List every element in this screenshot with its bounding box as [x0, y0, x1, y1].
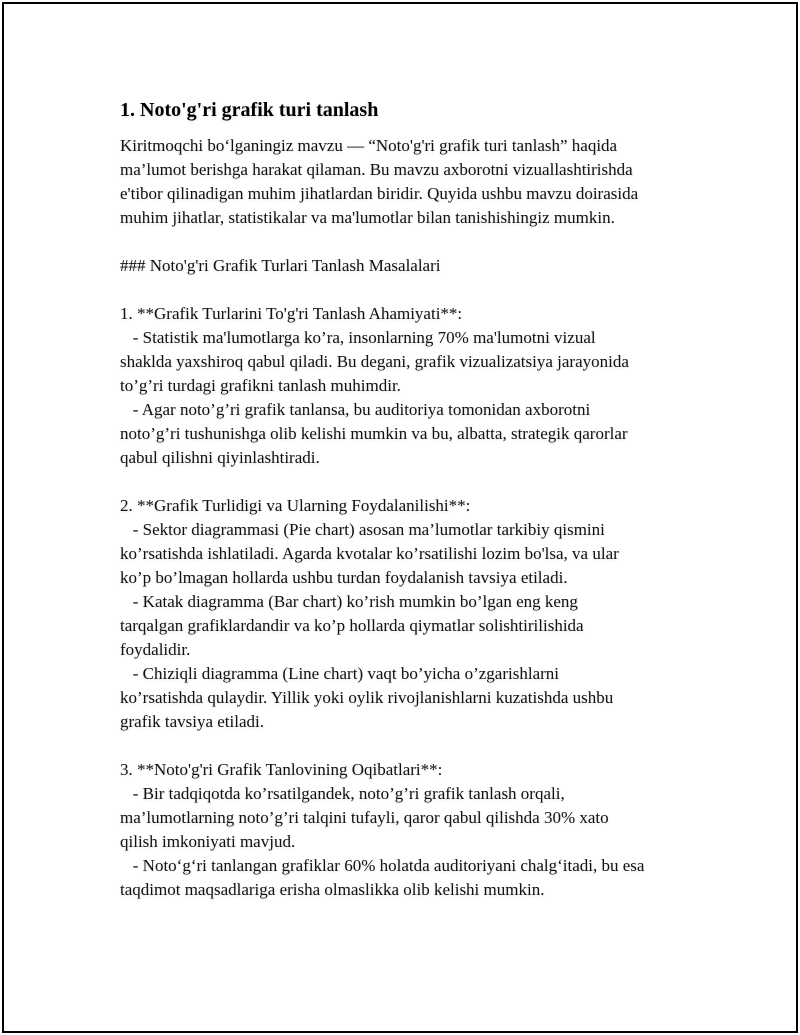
list-item-line: - Noto‘g‘ri tanlangan grafiklar 60% holatda auditoriyani chalg‘itadi, bu esa	[120, 856, 645, 875]
list-item-line: taqdimot maqsadlariga erisha olmaslikka olib kelishi mumkin.	[120, 880, 545, 899]
intro-paragraph	[120, 134, 700, 230]
list-item-line: qabul qilishni qiyinlashtiradi.	[120, 448, 320, 467]
list-item-line: ko’rsatishda ishlatiladi. Agarda kvotalar ko’rsatilishi lozim bo'lsa, va ular	[120, 544, 619, 563]
list-item-line: foydalidir.	[120, 640, 191, 659]
section-heading	[120, 254, 700, 278]
list-item-line: ko’p bo’lmagan hollarda ushbu turdan foydalanish tavsiya etiladi.	[120, 568, 568, 587]
list-item-line: shaklda yaxshiroq qabul qiladi. Bu degani, grafik vizualizatsiya jarayonida	[120, 352, 629, 371]
list-item-line: - Statistik ma'lumotlarga ko’ra, insonlarning 70% ma'lumotni vizual	[120, 328, 596, 347]
list-item-line: - Bir tadqiqotda ko’rsatilgandek, noto’g’ri grafik tanlash orqali,	[120, 784, 565, 803]
list-item-line: qilish imkoniyati mavjud.	[120, 832, 296, 851]
list-item-3	[120, 758, 700, 902]
list-item-line: - Sektor diagrammasi (Pie chart) asosan ma’lumotlar tarkibiy qismini	[120, 520, 605, 539]
list-item-2	[120, 494, 700, 734]
list-item-line: - Katak diagramma (Bar chart) ko’rish mumkin bo’lgan eng keng	[120, 592, 578, 611]
document-content	[120, 96, 700, 902]
list-item-line: - Agar noto’g’ri grafik tanlansa, bu auditoriya tomonidan axborotni	[120, 400, 591, 419]
intro-line: e'tibor qilinadigan muhim jihatlardan biridir. Quyida ushbu mavzu doirasida	[120, 184, 639, 203]
list-item-line: to’g’ri turdagi grafikni tanlash muhimdir.	[120, 376, 401, 395]
intro-line: ma’lumot berishga harakat qilaman. Bu mavzu axborotni vizuallashtirishda	[120, 160, 633, 179]
list-item-line: ma’lumotlarning noto’g’ri talqini tufayli, qaror qabul qilishda 30% xato	[120, 808, 609, 827]
list-item-heading: 1. **Grafik Turlarini To'g'ri Tanlash Ahamiyati**:	[120, 304, 463, 323]
document-page	[2, 2, 798, 1033]
list-item-heading: 2. **Grafik Turlidigi va Ularning Foydalanilishi**:	[120, 496, 471, 515]
list-item-line: ko’rsatishda qulaydir. Yillik yoki oylik rivojlanishlarni kuzatishda ushbu	[120, 688, 614, 707]
list-item-line: tarqalgan grafiklardandir va ko’p hollarda qiymatlar solishtirilishida	[120, 616, 584, 635]
list-item-1	[120, 302, 700, 470]
list-item-line: noto’g’ri tushunishga olib kelishi mumkin va bu, albatta, strategik qarorlar	[120, 424, 628, 443]
section-heading-text: ### Noto'g'ri Grafik Turlari Tanlash Masalalari	[120, 256, 441, 275]
intro-line: muhim jihatlar, statistikalar va ma'lumotlar bilan tanishishingiz mumkin.	[120, 208, 615, 227]
intro-line: Kiritmoqchi bo‘lganingiz mavzu — “Noto'g'ri grafik turi tanlash” haqida	[120, 136, 618, 155]
list-item-heading: 3. **Noto'g'ri Grafik Tanlovining Oqibatlari**:	[120, 760, 443, 779]
list-item-line: - Chiziqli diagramma (Line chart) vaqt bo’yicha o’zgarishlarni	[120, 664, 560, 683]
list-item-line: grafik tavsiya etiladi.	[120, 712, 264, 731]
document-title: 1. Noto'g'ri grafik turi tanlash	[120, 99, 379, 121]
